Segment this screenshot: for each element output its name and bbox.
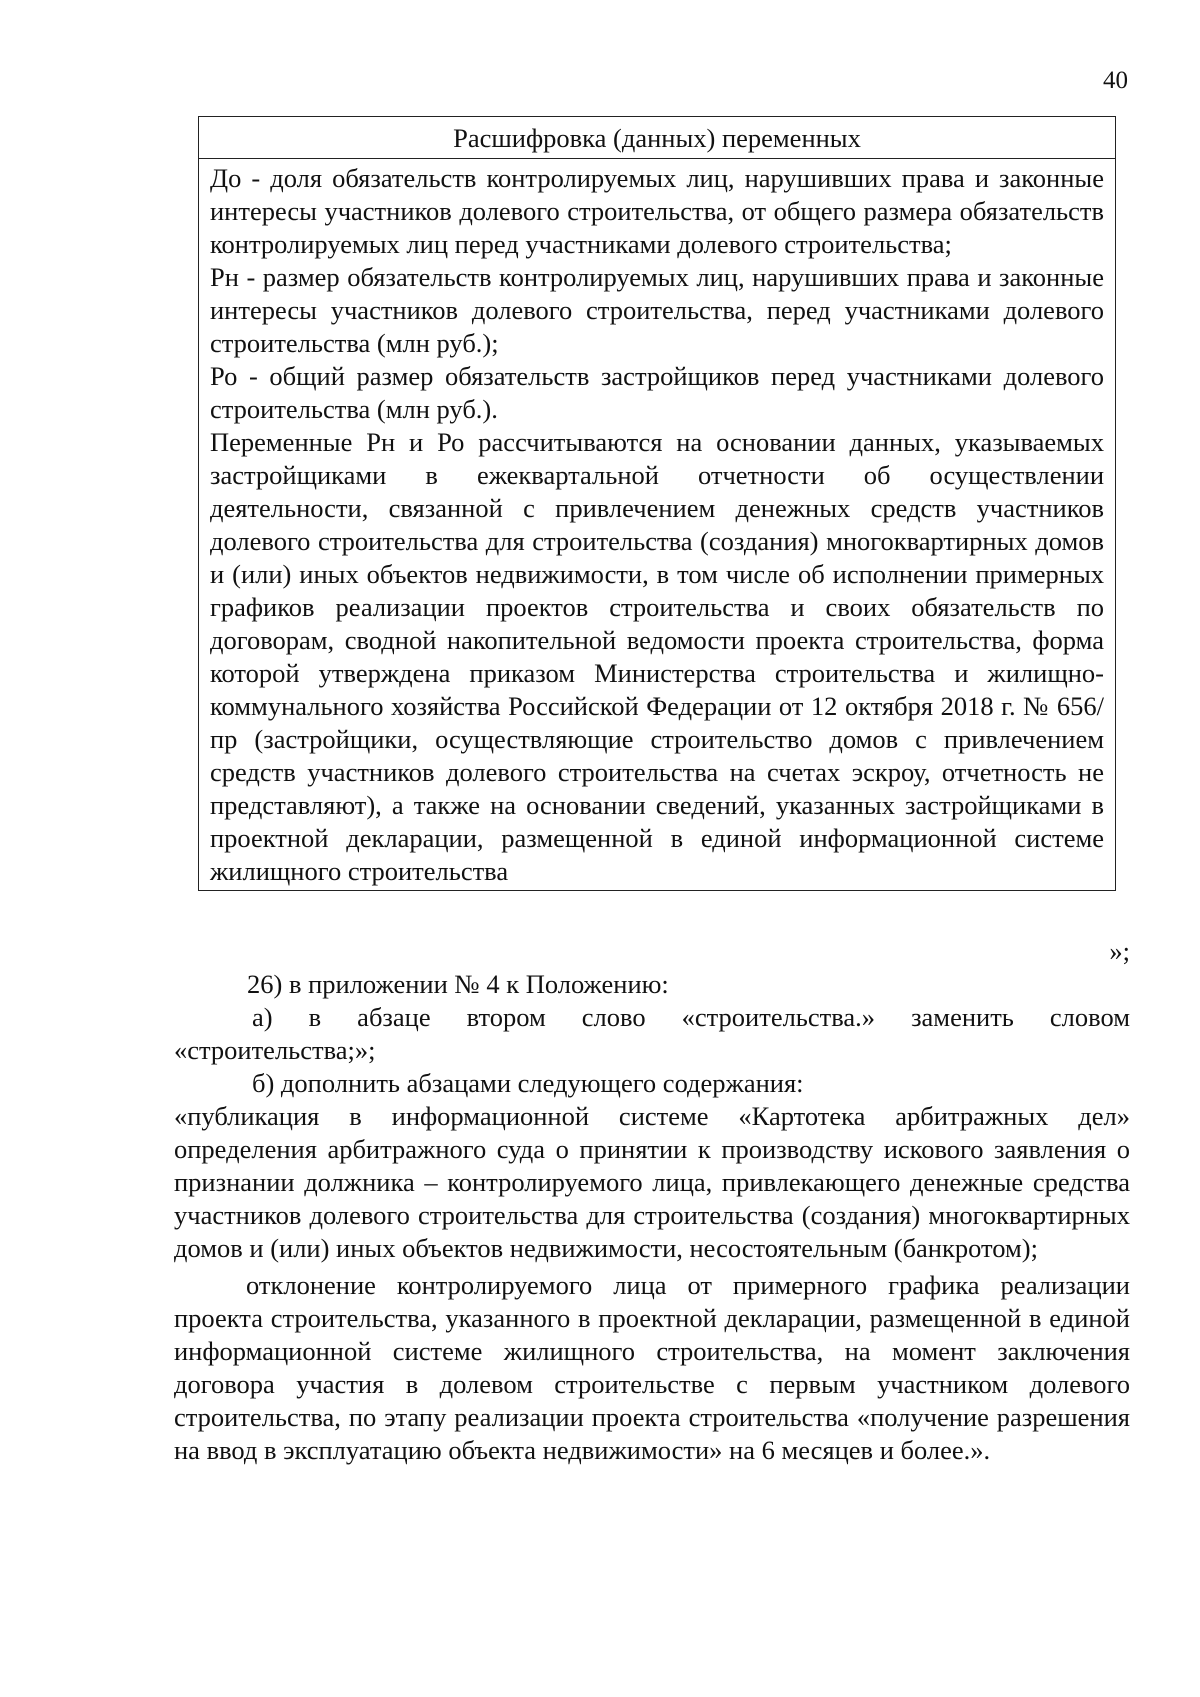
subitem-a: а) в абзаце втором слово «строительства.» заменить словом «строительства;»; — [174, 1002, 1130, 1065]
variables-source-note: Переменные Рн и Ро рассчитываются на основании данных, указываемых застройщиками в ежеквартальной отчетности об осуществлении деятельности, связанной с привлечением денежных средств участников долевого строительства для строительства (создания) многоквартирных домов и (или) иных объектов недвижимости, в том числе об исполнении примерных графиков реализации проектов строительства и своих обязательств по договорам, сводной накопительной ведомости проекта строительства, форма которой утверждена приказом Министерства строительства и жилищно-коммунального хозяйства Российской Федерации от 12 октября 2018 г. № 656/пр (застройщики, осуществляющие строительство домов с привлечением средств участников долевого строительства на счетах эскроу, отчетность не представляют), а также на основании сведений, указанных застройщиками в проектной декларации, размещенной в единой информационной системе жилищного строительства — [210, 427, 1104, 886]
added-paragraph-1: «публикация в информационной системе «Картотека арбитражных дел» определения арбитражного суда о принятии к производству искового заявления о признании должника – контролируемого лица, привлекающего денежные средства участников долевого строительства для строительства (создания) многоквартирных домов и (или) иных объектов недвижимости, несостоятельным (банкротом); — [174, 1101, 1130, 1263]
variables-table-body — [199, 159, 1115, 890]
variables-table — [198, 116, 1116, 891]
variables-table-header: Расшифровка (данных) переменных — [199, 117, 1115, 159]
variable-ro-definition: Ро - общий размер обязательств застройщиков перед участниками долевого строительства (млн руб.). — [210, 361, 1104, 424]
variable-rn-definition: Рн - размер обязательств контролируемых лиц, нарушивших права и законные интересы участников долевого строительства, перед участниками долевого строительства (млн руб.); — [210, 262, 1104, 358]
closing-quote: »; — [1109, 936, 1130, 966]
body-text — [174, 968, 1130, 1467]
subitem-b: б) дополнить абзацами следующего содержания: — [252, 1068, 804, 1098]
added-paragraph-2: отклонение контролируемого лица от примерного графика реализации проекта строительства, указанного в проектной декларации, размещенной в единой информационной системе жилищного строительства, на момент заключения договора участия в долевом строительстве с первым участником долевого строительства, по этапу реализации проекта строительства «получение разрешения на ввод в эксплуатацию объекта недвижимости» на 6 месяцев и более.». — [174, 1270, 1130, 1465]
page-number: 40 — [1103, 67, 1128, 94]
variable-do-definition: До - доля обязательств контролируемых лиц, нарушивших права и законные интересы участников долевого строительства, от общего размера обязательств контролируемых лиц перед участниками долевого строительства; — [210, 163, 1104, 259]
item-26: 26) в приложении № 4 к Положению: — [247, 969, 669, 999]
